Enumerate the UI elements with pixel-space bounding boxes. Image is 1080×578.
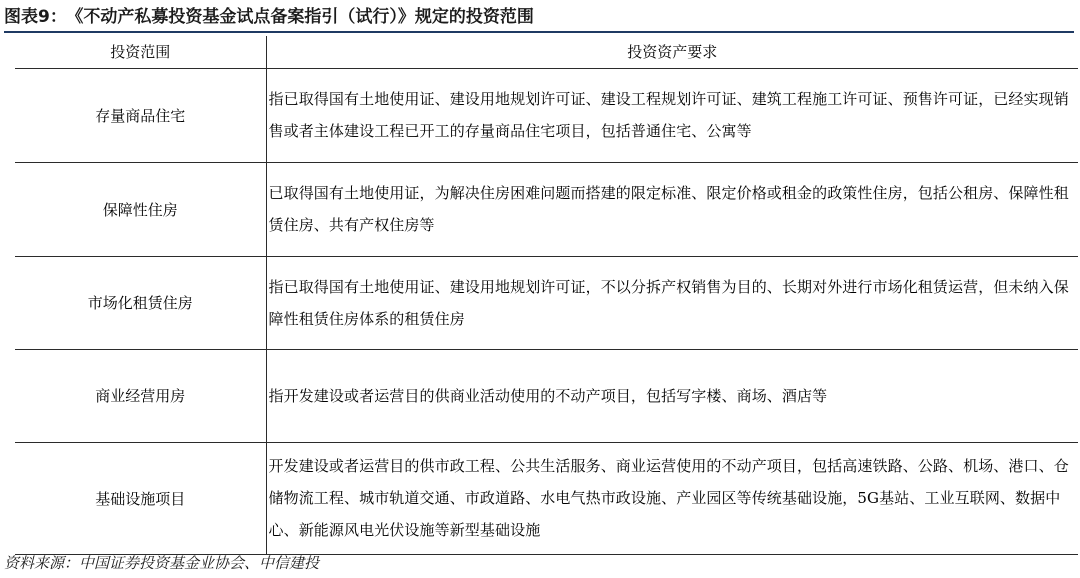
requirement-cell: 指已取得国有土地使用证、建设用地规划许可证、建设工程规划许可证、建筑工程施工许可证、预售许可证，已经实现销售或者主体建设工程已开工的存量商品住宅项目，包括普通住宅、公寓等	[266, 68, 1078, 162]
requirement-cell: 指开发建设或者运营目的供商业活动使用的不动产项目，包括写字楼、商场、酒店等	[266, 349, 1078, 442]
scope-cell: 商业经营用房	[15, 349, 266, 442]
table-row	[15, 442, 1078, 554]
scope-cell: 市场化租赁住房	[15, 256, 266, 349]
source-note: 资料来源：中国证券投资基金业协会、中信建投	[4, 554, 320, 572]
table-row	[15, 68, 1078, 162]
requirement-cell: 指已取得国有土地使用证、建设用地规划许可证，不以分拆产权销售为目的、长期对外进行市场化租赁运营，但未纳入保障性租赁住房体系的租赁住房	[266, 256, 1078, 349]
table-row	[15, 256, 1078, 349]
requirement-cell: 开发建设或者运营目的供市政工程、公共生活服务、商业运营使用的不动产项目，包括高速铁路、公路、机场、港口、仓储物流工程、城市轨道交通、市政道路、水电气热市政设施、产业园区等传统基础设施，5G基站、工业互联网、数据中心、新能源风电光伏设施等新型基础设施	[266, 442, 1078, 554]
table-row	[15, 162, 1078, 256]
scope-cell: 保障性住房	[15, 162, 266, 256]
figure-label: 图表9：	[4, 7, 67, 27]
scope-cell: 基础设施项目	[15, 442, 266, 554]
header-scope: 投资范围	[15, 36, 266, 68]
figure-title	[4, 3, 1074, 33]
requirement-cell: 已取得国有土地使用证，为解决住房困难问题而搭建的限定标准、限定价格或租金的政策性住房，包括公租房、保障性租赁住房、共有产权住房等	[266, 162, 1078, 256]
scope-cell: 存量商品住宅	[15, 68, 266, 162]
table-header-row	[15, 36, 1078, 68]
figure-title-text: 《不动产私募投资基金试点备案指引（试行）》规定的投资范围	[74, 7, 534, 27]
header-requirement: 投资资产要求	[266, 36, 1078, 68]
table-row	[15, 349, 1078, 442]
investment-scope-table	[15, 36, 1078, 555]
